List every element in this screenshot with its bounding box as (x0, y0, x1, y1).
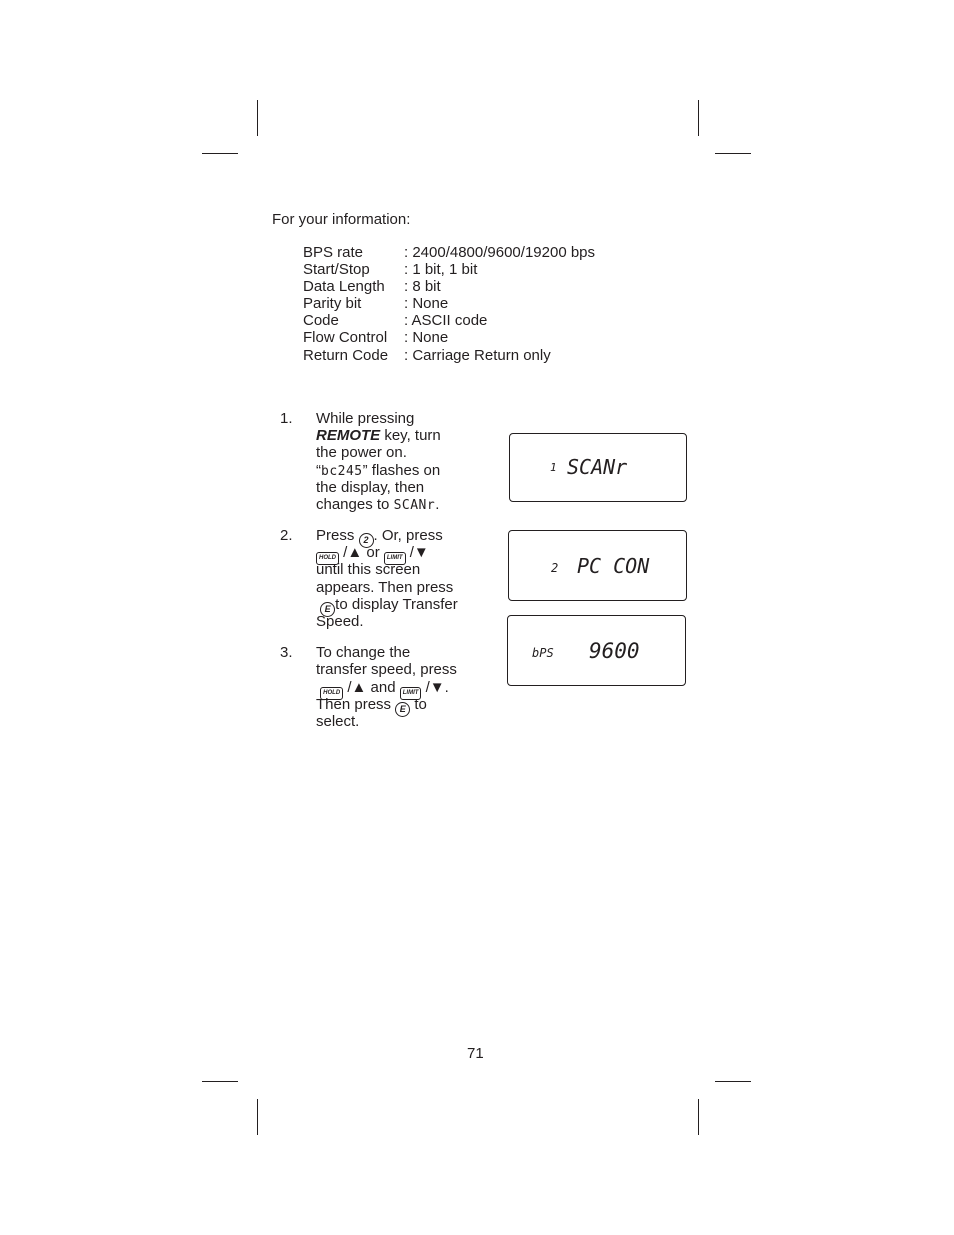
setting-key: Start/Stop (303, 261, 370, 278)
setting-key: Flow Control (303, 329, 388, 346)
text: to (410, 696, 427, 713)
crop-mark (715, 1081, 751, 1082)
text: . (435, 496, 440, 513)
crop-mark (715, 153, 751, 154)
settings-row (303, 244, 623, 261)
setting-key: BPS rate (303, 244, 364, 261)
lcd-channel: 1 (550, 461, 557, 474)
settings-row (303, 312, 623, 329)
lcd-main-text: PC CON (577, 554, 650, 578)
settings-row (303, 295, 623, 312)
setting-key: Data Length (303, 278, 385, 295)
up-arrow-icon: ▲ (347, 544, 363, 561)
key-2-icon: 2 (359, 533, 374, 548)
text-line (316, 696, 427, 713)
intro-text: For your information: (272, 211, 411, 228)
text-line (316, 427, 441, 444)
limit-key-icon: LIMIT (400, 687, 422, 700)
text-line: select. (316, 713, 360, 730)
settings-row (303, 347, 623, 364)
e-key-icon: E (395, 702, 410, 717)
text: / (425, 679, 430, 696)
page-number: 71 (467, 1045, 484, 1062)
up-arrow-icon: ▲ (351, 679, 367, 696)
setting-value: : 1 bit, 1 bit (404, 261, 478, 278)
setting-key: Code (303, 312, 339, 329)
lcd-display-pccon (508, 530, 687, 601)
crop-mark (698, 1099, 699, 1135)
step-number: 1. (280, 410, 293, 427)
text: Press (316, 527, 359, 544)
text: ” flashes on (362, 462, 441, 479)
text: / (347, 679, 352, 696)
text-line: While pressing (316, 410, 415, 427)
text-line (316, 496, 439, 513)
crop-mark (257, 100, 258, 136)
crop-mark (202, 153, 238, 154)
down-arrow-icon: ▼ (429, 679, 445, 696)
text-line: the power on. (316, 444, 407, 461)
text-line: transfer speed, press (316, 661, 457, 678)
lcd-text: SCANr (393, 498, 436, 513)
setting-value: : 2400/4800/9600/19200 bps (404, 244, 596, 261)
step-number: 3. (280, 644, 293, 661)
lcd-main-text: SCANr (567, 455, 628, 479)
text: changes to (316, 496, 394, 513)
settings-row (303, 329, 623, 346)
lcd-label: bPS (532, 646, 554, 660)
text: . Or, press (373, 527, 443, 544)
text-line: Speed. (316, 613, 364, 630)
text-line: To change the (316, 644, 411, 661)
text: or (362, 544, 384, 561)
text: key, turn (380, 427, 441, 444)
text-line (316, 544, 429, 561)
lcd-display-bps (507, 615, 686, 686)
lcd-main-text: 9600 (589, 639, 640, 663)
text: to display Transfer (335, 596, 458, 613)
setting-value: : ASCII code (404, 312, 488, 329)
setting-value: : None (404, 329, 449, 346)
text-line (316, 596, 458, 613)
lcd-text: bc245 (321, 464, 363, 479)
e-key-icon: E (320, 602, 335, 617)
crop-mark (698, 100, 699, 136)
step-number: 2. (280, 527, 293, 544)
setting-value: : None (404, 295, 449, 312)
text-line: until this screen (316, 561, 421, 578)
hold-key-icon: HOLD (320, 687, 343, 700)
text: and (366, 679, 400, 696)
text: . (444, 679, 449, 696)
crop-mark (202, 1081, 238, 1082)
text: Then press (316, 696, 396, 713)
text-line (316, 679, 449, 696)
setting-key: Return Code (303, 347, 389, 364)
hold-key-icon: HOLD (316, 552, 339, 565)
text: / (343, 544, 348, 561)
lcd-display-scanr (509, 433, 687, 502)
setting-value: : 8 bit (404, 278, 441, 295)
text-line: the display, then (316, 479, 425, 496)
setting-value: : Carriage Return only (404, 347, 551, 364)
limit-key-icon: LIMIT (384, 552, 406, 565)
lcd-channel: 2 (551, 561, 559, 575)
remote-key-label: REMOTE (316, 427, 381, 444)
setting-key: Parity bit (303, 295, 362, 312)
crop-mark (257, 1099, 258, 1135)
text: / (409, 544, 414, 561)
settings-row (303, 278, 623, 295)
down-arrow-icon: ▼ (413, 544, 429, 561)
text-line (316, 462, 440, 479)
text-line (316, 527, 443, 544)
text: “ (316, 462, 321, 479)
text-line: appears. Then press (316, 579, 454, 596)
settings-row (303, 261, 623, 278)
